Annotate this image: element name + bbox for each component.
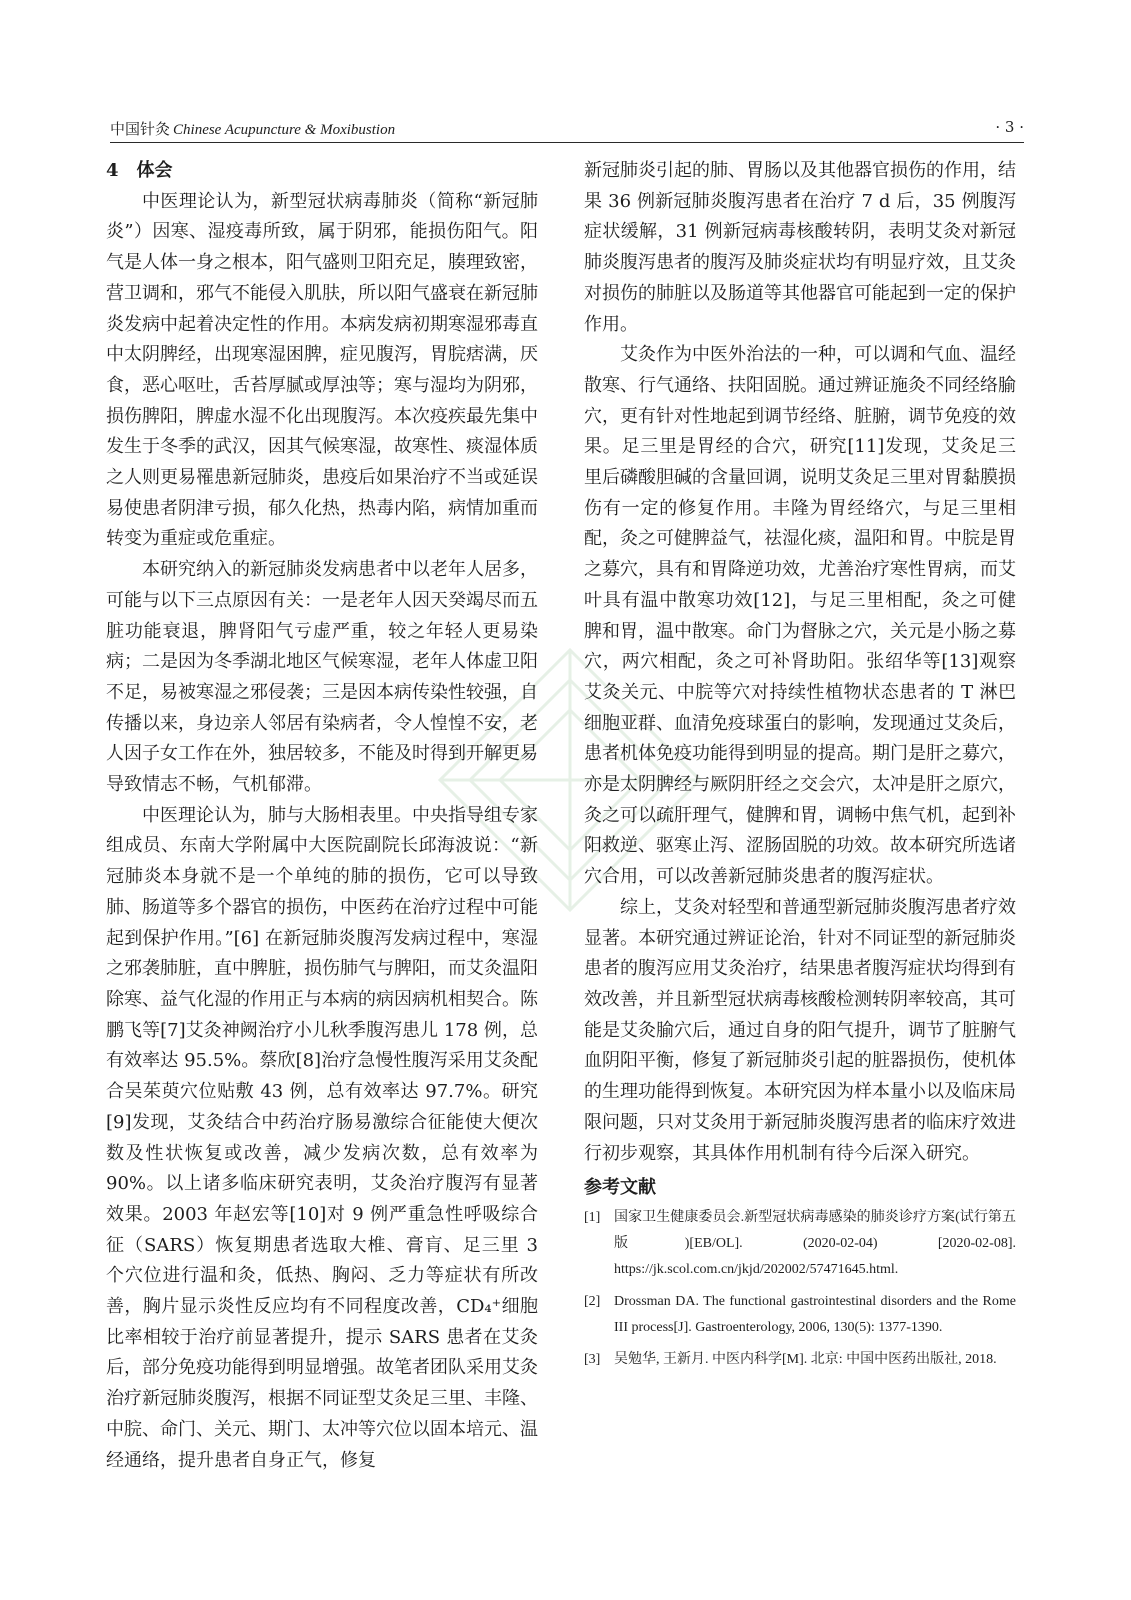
paragraph-continuation: 新冠肺炎引起的肺、胃肠以及其他器官损伤的作用，结果 36 例新冠肺炎腹泻患者在治疗 7 d 后，35 例腹泻症状缓解，31 例新冠病毒核酸转阴，表明艾灸对新冠肺炎腹泻患者的腹泻及肺炎症状均有明显疗效，且艾灸对损伤的肺脏以及肠道等其他器官可能起到一定的保护作用。 <box>584 160 1016 335</box>
reference-number: [1] <box>584 1210 601 1226</box>
page-number: · 3 · <box>995 118 1024 136</box>
page-header <box>110 118 1024 143</box>
journal-name <box>110 118 395 139</box>
right-column <box>584 156 1016 1379</box>
paragraph: 本研究纳入的新冠肺炎发病患者中以老年人居多，可能与以下三点原因有关：一是老年人因天癸竭尽而五脏功能衰退，脾肾阳气亏虚严重，较之年轻人更易染病；二是因为冬季湖北地区气候寒湿，老年人体虚卫阳不足，易被寒湿之邪侵袭；三是因本病传染性较强，自传播以来，身边亲人邻居有染病者，令人惶惶不安，老人因子女工作在外，独居较多，不能及时得到开解更易导致情志不畅，气机郁滞。 <box>106 559 538 796</box>
left-column <box>106 156 538 1476</box>
reference-text: 国家卫生健康委员会.新型冠状病毒感染的肺炎诊疗方案(试行第五版)[EB/OL]. (2020-02-04) [2020-02-08]. https://jk.scol.com.cn/jkjd/202002/57471645.html. <box>614 1210 1016 1278</box>
reference-item <box>584 1205 1016 1283</box>
reference-item <box>584 1289 1016 1341</box>
paragraph: 综上，艾灸对轻型和普通型新冠肺炎腹泻患者疗效显著。本研究通过辨证论治，针对不同证型的新冠肺炎患者的腹泻应用艾灸治疗，结果患者腹泻症状均得到有效改善，并且新型冠状病毒核酸检测转阴率较高，其可能是艾灸腧穴后，通过自身的阳气提升，调节了脏腑气血阴阳平衡，修复了新冠肺炎引起的脏器损伤，使机体的生理功能得到恢复。本研究因为样本量小以及临床局限问题，只对艾灸用于新冠肺炎腹泻患者的临床疗效进行初步观察，其具体作用机制有待今后深入研究。 <box>584 896 1016 1164</box>
paragraph: 艾灸作为中医外治法的一种，可以调和气血、温经散寒、行气通络、扶阳固脱。通过辨证施灸不同经络腧穴，更有针对性地起到调节经络、脏腑，调节免疫的效果。足三里是胃经的合穴，研究[11]发现，艾灸足三里后磷酸胆碱的含量回调，说明艾灸足三里对胃黏膜损伤有一定的修复作用。丰隆为胃经络穴，与足三里相配，灸之可健脾益气，祛湿化痰，温阳和胃。中脘是胃之募穴，具有和胃降逆功效，尤善治疗寒性胃病，而艾叶具有温中散寒功效[12]，与足三里相配，灸之可健脾和胃，温中散寒。命门为督脉之穴，关元是小肠之募穴，两穴相配，灸之可补肾助阳。张绍华等[13]观察艾灸关元、中脘等穴对持续性植物状态患者的 T 淋巴细胞亚群、血清免疫球蛋白的影响，发现通过艾灸后，患者机体免疫功能得到明显的提高。期门是肝之募穴，亦是太阴脾经与厥阴肝经之交会穴，太冲是肝之原穴，灸之可以疏肝理气，健脾和胃，调畅中焦气机，起到补阳救逆、驱寒止泻、涩肠固脱的功效。故本研究所选诸穴合用，可以改善新冠肺炎患者的腹泻症状。 <box>584 344 1016 888</box>
journal-name-en: Chinese Acupuncture & Moxibustion <box>173 122 396 138</box>
section-heading: 4 体会 <box>106 160 173 181</box>
reference-item <box>584 1347 1016 1373</box>
journal-name-cn: 中国针灸 <box>110 120 171 138</box>
paragraph: 中医理论认为，肺与大肠相表里。中央指导组专家组成员、东南大学附属中大医院副院长邱海波说：“新冠肺炎本身就不是一个单纯的肺的损伤，它可以导致肺、肠道等多个器官的损伤，中医药在治疗过程中可能起到保护作用。”[6] 在新冠肺炎腹泻发病过程中，寒湿之邪袭肺脏，直中脾脏，损伤肺气与脾阳，而艾灸温阳除寒、益气化湿的作用正与本病的病因病机相契合。陈鹏飞等[7]艾灸神阙治疗小儿秋季腹泻患儿 178 例，总有效率达 95.5%。蔡欣[8]治疗急慢性腹泻采用艾灸配合吴茱萸穴位贴敷 43 例，总有效率达 97.7%。研究[9]发现，艾灸结合中药治疗肠易激综合征能使大便次数及性状恢复或改善，减少发病次数，总有效率为 90%。以上诸多临床研究表明，艾灸治疗腹泻有显著效果。2003 年赵宏等[10]对 9 例严重急性呼吸综合征（SARS）恢复期患者选取大椎、膏肓、足三里 3 个穴位进行温和灸，低热、胸闷、乏力等症状有所改善，胸片显示炎性反应均有不同程度改善，CD₄⁺细胞比率相较于治疗前显著提升，提示 SARS 患者在艾灸后，部分免疫功能得到明显增强。故笔者团队采用艾灸治疗新冠肺炎腹泻，根据不同证型艾灸足三里、丰隆、中脘、命门、关元、期门、太冲等穴位以固本培元、温经通络，提升患者自身正气，修复 <box>106 804 538 1471</box>
reference-text: 吴勉华, 王新月. 中医内科学[M]. 北京: 中国中医药出版社, 2018. <box>614 1352 997 1368</box>
reference-list <box>584 1205 1016 1373</box>
reference-text: Drossman DA. The functional gastrointestinal disorders and the Rome III process[J]. Gastroenterology, 2006, 130(5): 1377-1390. <box>614 1294 1016 1336</box>
paragraph: 中医理论认为，新型冠状病毒肺炎（简称“新冠肺炎”）因寒、湿疫毒所致，属于阴邪，能损伤阳气。阳气是人体一身之根本，阳气盛则卫阳充足，腠理致密，营卫调和，邪气不能侵入肌肤，所以阳气盛衰在新冠肺炎发病中起着决定性的作用。本病发病初期寒湿邪毒直中太阴脾经，出现寒湿困脾，症见腹泻，胃脘痞满，厌食，恶心呕吐，舌苔厚腻或厚浊等；寒与湿均为阴邪，损伤脾阳，脾虚水湿不化出现腹泻。本次疫疾最先集中发生于冬季的武汉，因其气候寒湿，故寒性、痰湿体质之人则更易罹患新冠肺炎，患疫后如果治疗不当或延误易使患者阴津亏损，郁久化热，热毒内陷，病情加重而转变为重症或危重症。 <box>106 190 538 550</box>
references-heading: 参考文献 <box>584 1177 656 1199</box>
reference-number: [3] <box>584 1352 601 1368</box>
reference-number: [2] <box>584 1294 601 1310</box>
